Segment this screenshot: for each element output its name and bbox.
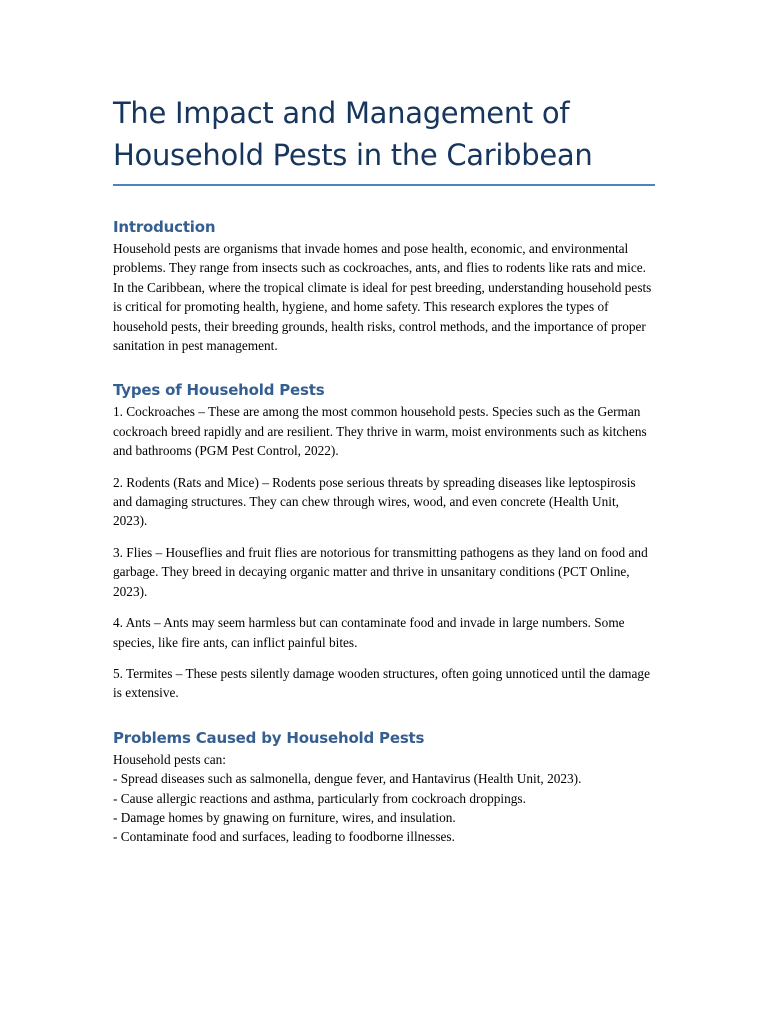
pest-type-item-ants: 4. Ants – Ants may seem harmless but can contaminate food and invade in large numbers. Some species, like fire ants, can inflict painful bites. xyxy=(113,615,625,650)
problems-intro: Household pests can: xyxy=(113,751,227,767)
pest-type-item-rodents: 2. Rodents (Rats and Mice) – Rodents pose serious threats by spreading diseases like leptospirosis and damaging structures. They can chew through wires, wood, and even concrete (Health Unit, 2023). xyxy=(113,474,636,529)
pest-type-item-flies: 3. Flies – Houseflies and fruit flies are notorious for transmitting pathogens as they land on food and garbage. They breed in decaying organic matter and thrive in unsanitary conditions (PCT Online, 2023). xyxy=(113,544,648,599)
title-underline-rule xyxy=(113,184,655,186)
problem-item: - Damage homes by gnawing on furniture, wires, and insulation. xyxy=(113,809,456,825)
problem-item: - Spread diseases such as salmonella, dengue fever, and Hantavirus (Health Unit, 2023). xyxy=(113,771,582,787)
problems-heading: Problems Caused by Household Pests xyxy=(113,728,425,747)
introduction-heading: Introduction xyxy=(113,218,216,236)
document-page xyxy=(113,92,655,847)
problem-item: - Contaminate food and surfaces, leading to foodborne illnesses. xyxy=(113,829,455,845)
document-title: The Impact and Management of Household Pests in the Caribbean xyxy=(113,96,593,172)
pest-type-item-cockroaches: 1. Cockroaches – These are among the most common household pests. Species such as the German cockroach breed rapidly and are resilient. They thrive in warm, moist environments such as kitchens and bathrooms (PGM Pest Control, 2022). xyxy=(113,404,647,459)
problem-item: - Cause allergic reactions and asthma, particularly from cockroach droppings. xyxy=(113,790,526,806)
pest-type-item-termites: 5. Termites – These pests silently damage wooden structures, often going unnoticed until the damage is extensive. xyxy=(113,665,650,701)
introduction-paragraph: Household pests are organisms that invade homes and pose health, economic, and environmental problems. They range from insects such as cockroaches, ants, and flies to rodents like rats and mice. In the Caribbean, where the tropical climate is ideal for pest breeding, understanding household pests is critical for promoting health, hygiene, and home safety. This research explores the types of household pests, their breeding grounds, health risks, control methods, and the importance of proper sanitation in pest management. xyxy=(113,241,652,354)
types-heading: Types of Household Pests xyxy=(113,381,325,400)
